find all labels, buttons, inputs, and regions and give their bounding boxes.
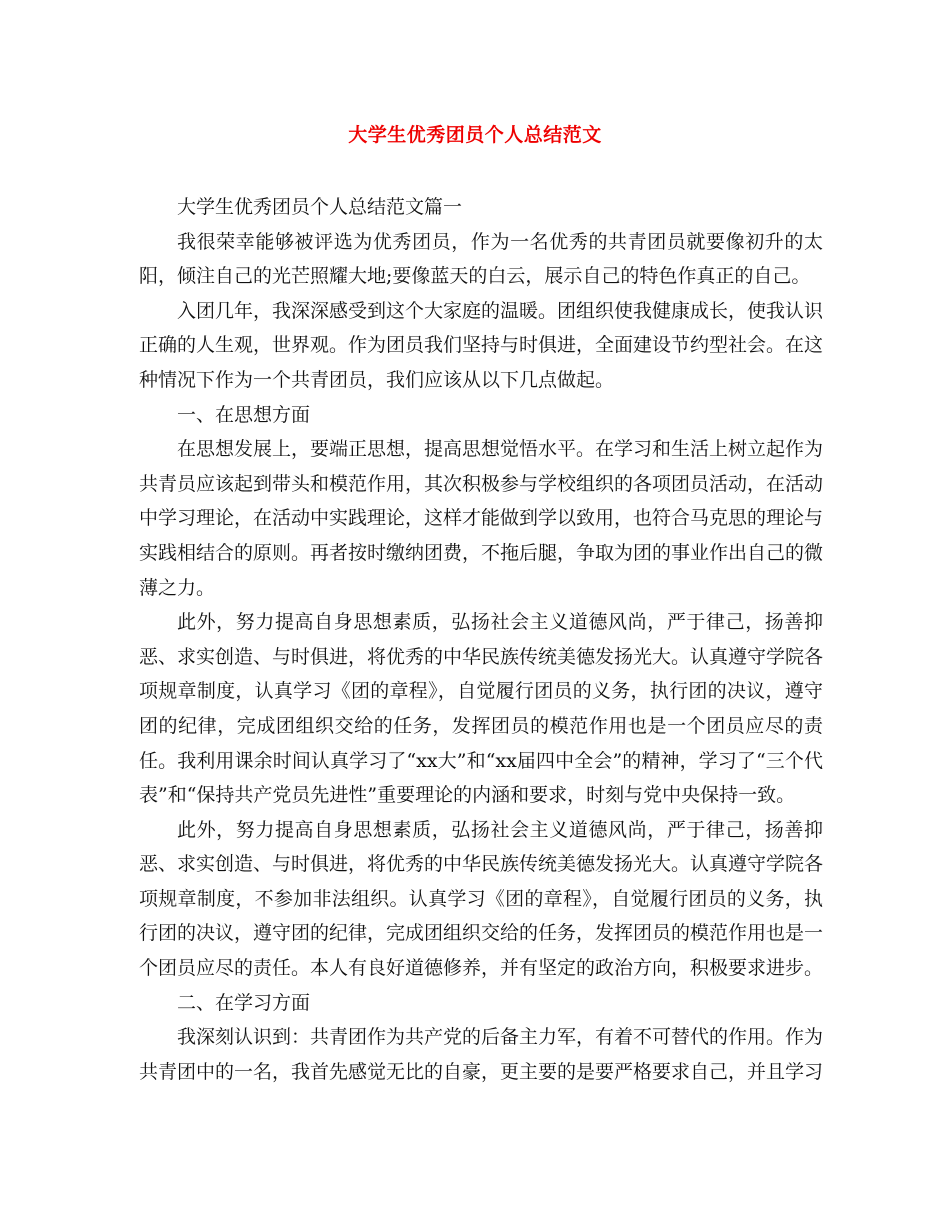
body-paragraph: 在思想发展上，要端正思想，提高思想觉悟水平。在学习和生活上树立起作为共青员应该起到带头和模范作用，其次积极参与学校组织的各项团员活动，在活动中学习理论，在活动中实践理论，这样才能做到学以致用，也符合马克思的理论与实践相结合的原则。再者按时缴纳团费，不拖后腿，争取为团的事业作出自己的微薄之力。 (139, 438, 824, 599)
document-title: 大学生优秀团员个人总结范文 (348, 124, 602, 146)
section-heading-ideology: 一、在思想方面 (177, 403, 311, 426)
section-heading-part-one: 大学生优秀团员个人总结范文篇一 (177, 196, 463, 218)
body-paragraph: 此外，努力提高自身思想素质，弘扬社会主义道德风尚，严于律己，扬善抑恶、求实创造、与时俱进，将优秀的中华民族传统美德发扬光大。认真遵守学院各项规章制度，认真学习《团的章程》，自觉履行团员的义务，执行团的决议，遵守团的纪律，完成团组织交给的任务，发挥团员的模范作用也是一个团员应尽的责任。我利用课余时间认真学习了“xx大”和“xx届四中全会”的精神，学习了“三个代表”和“保持共产党员先进性”重要理论的内涵和要求，时刻与党中央保持一致。 (139, 611, 824, 807)
document-body (139, 190, 823, 1089)
body-paragraph: 我很荣幸能够被评选为优秀团员，作为一名优秀的共青团员就要像初升的太阳，倾注自己的光芒照耀大地;要像蓝天的白云，展示自己的特色作真正的自己。 (139, 230, 823, 288)
body-paragraph: 我深刻认识到：共青团作为共产党的后备主力军，有着不可替代的作用。作为共青团中的一名，我首先感觉无比的自豪，更主要的是要严格要求自己，并且学习 (139, 1026, 824, 1083)
section-heading-study: 二、在学习方面 (177, 991, 311, 1014)
body-paragraph: 入团几年，我深深感受到这个大家庭的温暖。团组织使我健康成长，使我认识正确的人生观，世界观。作为团员我们坚持与时俱进，全面建设节约型社会。在这种情况下作为一个共青团员，我们应该从以下几点做起。 (139, 299, 824, 391)
body-paragraph: 此外，努力提高自身思想素质，弘扬社会主义道德风尚，严于律己，扬善抑恶、求实创造、与时俱进，将优秀的中华民族传统美德发扬光大。认真遵守学院各项规章制度，不参加非法组织。认真学习《团的章程》，自觉履行团员的义务，执行团的决议，遵守团的纪律，完成团组织交给的任务，发挥团员的模范作用也是一个团员应尽的责任。本人有良好道德修养，并有坚定的政治方向，积极要求进步。 (139, 818, 824, 980)
